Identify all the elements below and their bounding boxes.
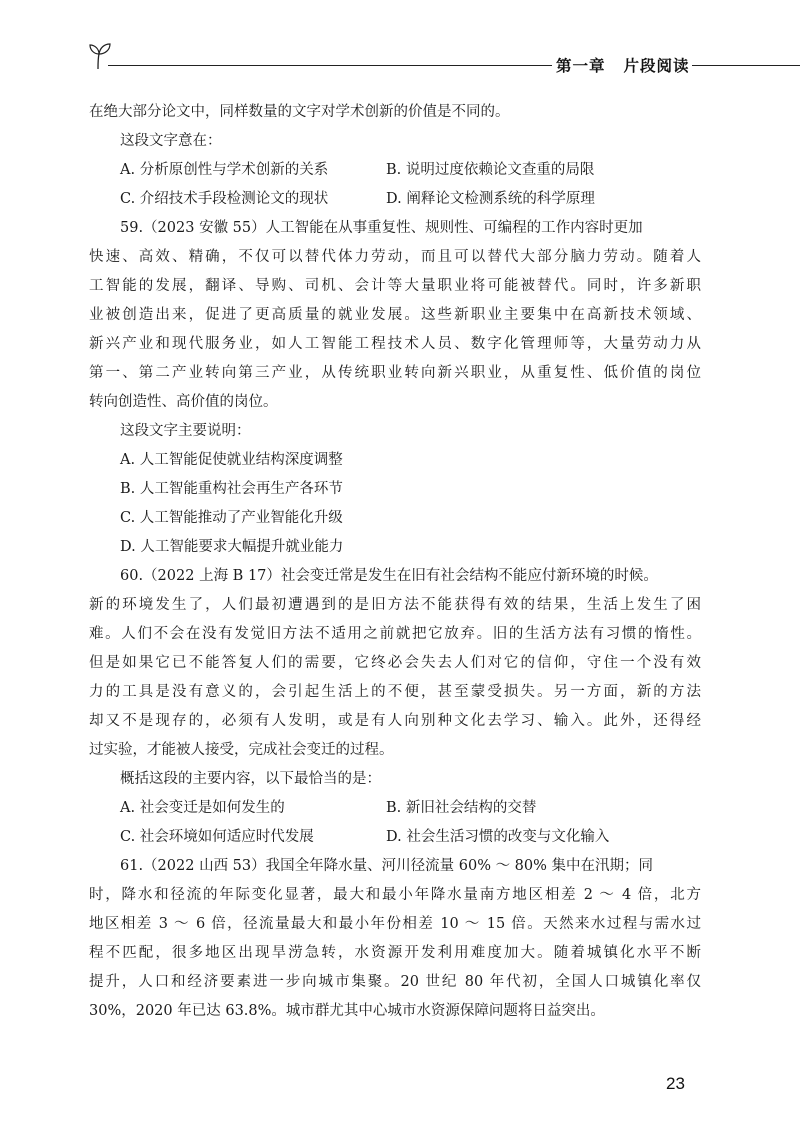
paragraph-line: 提升，人口和经济要素进一步向城市集聚。20 世纪 80 年代初，全国人口城镇化率仅: [89, 974, 701, 990]
option-a: A. 人工智能促使就业结构深度调整: [120, 452, 343, 468]
paragraph-line: 时，降水和径流的年际变化显著，最大和最小年降水量南方地区相差 2 ～ 4 倍，北方: [89, 887, 701, 903]
question-stem: 概括这段的主要内容，以下最恰当的是：: [120, 771, 381, 787]
paragraph-line: 工智能的发展，翻译、导购、司机、会计等大量职业将可能被替代。同时，许多新职: [89, 278, 701, 294]
option-c: C. 人工智能推动了产业智能化升级: [120, 510, 343, 526]
paragraph-line: 业被创造出来，促进了更高质量的就业发展。这些新职业主要集中在高新技术领域、: [89, 307, 701, 323]
paragraph-line: 新的环境发生了，人们最初遭遇到的是旧方法不能获得有效的结果，生活上发生了困: [89, 597, 701, 613]
running-header: [88, 40, 800, 80]
option-d: D. 阐释论文检测系统的科学原理: [386, 191, 595, 207]
option-c: C. 社会环境如何适应时代发展: [120, 829, 314, 845]
option-d: D. 社会生活习惯的改变与文化输入: [386, 829, 610, 845]
paragraph-line: 在绝大部分论文中，同样数量的文字对学术创新的价值是不同的。: [89, 104, 510, 120]
option-c: C. 介绍技术手段检测论文的现状: [120, 191, 329, 207]
paragraph-line: 30%，2020 年已达 63.8%。城市群尤其中心城市水资源保障问题将日益突出。: [89, 1003, 605, 1019]
paragraph-line: 过实验，才能被人接受，完成社会变迁的过程。: [89, 742, 394, 758]
question-stem: 这段文字意在：: [120, 133, 222, 149]
paragraph-line: 第一、第二产业转向第三产业，从传统职业转向新兴职业，从重复性、低价值的岗位: [89, 365, 701, 381]
option-row: [89, 185, 701, 214]
option-row: [89, 823, 701, 852]
header-rule-right: [692, 65, 800, 66]
question-stem: 这段文字主要说明：: [120, 423, 251, 439]
option-a: A. 社会变迁是如何发生的: [120, 800, 285, 816]
paragraph-line: 难。人们不会在没有发觉旧方法不适用之前就把它放弃。旧的生活方法有习惯的惰性。: [89, 626, 701, 642]
option-a: A. 分析原创性与学术创新的关系: [120, 162, 329, 178]
question-59-line: 59.（2023 安徽 55）人工智能在从事重复性、规则性、可编程的工作内容时更加: [120, 220, 643, 236]
question-61-line: 61.（2022 山西 53）我国全年降水量、河川径流量 60% ～ 80% 集中在汛期；同: [120, 858, 654, 874]
option-b: B. 人工智能重构社会再生产各环节: [120, 481, 343, 497]
paragraph-line: 力的工具是没有意义的，会引起生活上的不便，甚至蒙受损失。另一方面，新的方法: [89, 684, 701, 700]
paragraph-line: 程不匹配，很多地区出现旱涝急转，水资源开发利用难度加大。随着城镇化水平不断: [89, 945, 701, 961]
option-b: B. 说明过度依赖论文查重的局限: [386, 162, 595, 178]
paragraph-line: 但是如果它已不能答复人们的需要，它终必会失去人们对它的信仰，守住一个没有效: [89, 655, 701, 671]
paragraph-line: 地区相差 3 ～ 6 倍，径流量最大和最小年份相差 10 ～ 15 倍。天然来水过程与需水过: [89, 916, 701, 932]
option-row: [89, 794, 701, 823]
section-title: 片段阅读: [623, 57, 690, 75]
header-rule-left: [108, 65, 552, 66]
option-row: [89, 156, 701, 185]
page-body: [89, 98, 701, 1026]
paragraph-line: 却又不是现存的，必须有人发明，或是有人向别种文化去学习、输入。此外，还得经: [89, 713, 701, 729]
chapter-number: 第一章: [556, 57, 606, 75]
paragraph-line: 转向创造性、高价值的岗位。: [89, 394, 278, 410]
page-number: 23: [666, 1074, 685, 1093]
question-60-line: 60.（2022 上海 B 17）社会变迁常是发生在旧有社会结构不能应付新环境的时候。: [120, 568, 658, 584]
option-d: D. 人工智能要求大幅提升就业能力: [120, 539, 344, 555]
paragraph-line: 快速、高效、精确，不仅可以替代体力劳动，而且可以替代大部分脑力劳动。随着人: [89, 249, 701, 265]
paragraph-line: 新兴产业和现代服务业，如人工智能工程技术人员、数字化管理师等，大量劳动力从: [89, 336, 701, 352]
option-b: B. 新旧社会结构的交替: [386, 800, 537, 816]
chapter-title: [556, 54, 690, 76]
